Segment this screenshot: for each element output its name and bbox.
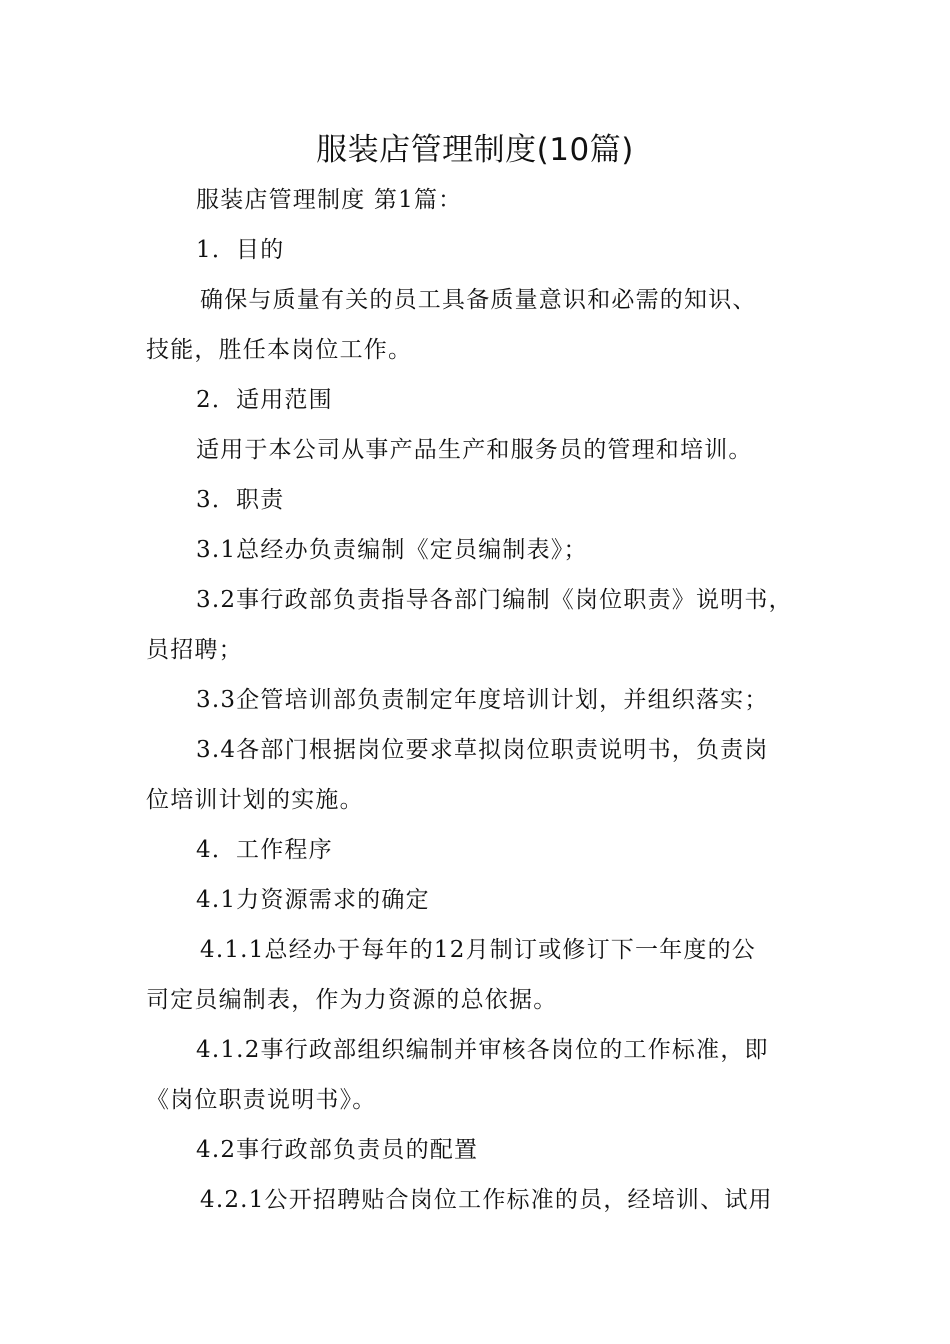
paragraph-line: 《岗位职责说明书》。 <box>146 1087 377 1113</box>
heading-purpose: 1．目的 <box>196 237 285 263</box>
paragraph-line: 4.1力资源需求的确定 <box>196 887 430 913</box>
paragraph-line: 位培训计划的实施。 <box>146 787 364 813</box>
paragraph-line: 员招聘； <box>146 637 243 663</box>
paragraph-line: 司定员编制表，作为力资源的总依据。 <box>146 987 558 1013</box>
section-heading: 服装店管理制度 第1篇： <box>196 187 463 213</box>
paragraph-line: 3.3企管培训部负责制定年度培训计划，并组织落实； <box>196 687 769 713</box>
heading-scope: 2．适用范围 <box>196 387 333 413</box>
paragraph-line: 技能，胜任本岗位工作。 <box>146 337 413 363</box>
paragraph-line: 3.4各部门根据岗位要求草拟岗位职责说明书，负责岗 <box>196 737 769 763</box>
heading-duties: 3．职责 <box>196 487 285 513</box>
document-title: 服装店管理制度(10篇) <box>316 132 634 168</box>
paragraph-line: 确保与质量有关的员工具备质量意识和必需的知识、 <box>200 287 757 313</box>
paragraph-line: 4.1.1总经办于每年的12月制订或修订下一年度的公 <box>200 937 756 963</box>
heading-procedure: 4．工作程序 <box>196 837 333 863</box>
paragraph-line: 3.1总经办负责编制《定员编制表》； <box>196 537 588 563</box>
paragraph-line: 3.2事行政部负责指导各部门编制《岗位职责》说明书， <box>196 587 793 613</box>
paragraph-line: 4.2.1公开招聘贴合岗位工作标准的员，经培训、试用 <box>200 1187 773 1213</box>
paragraph-line: 适用于本公司从事产品生产和服务员的管理和培训。 <box>196 437 753 463</box>
paragraph-line: 4.2事行政部负责员的配置 <box>196 1137 479 1163</box>
paragraph-line: 4.1.2事行政部组织编制并审核各岗位的工作标准，即 <box>196 1037 769 1063</box>
